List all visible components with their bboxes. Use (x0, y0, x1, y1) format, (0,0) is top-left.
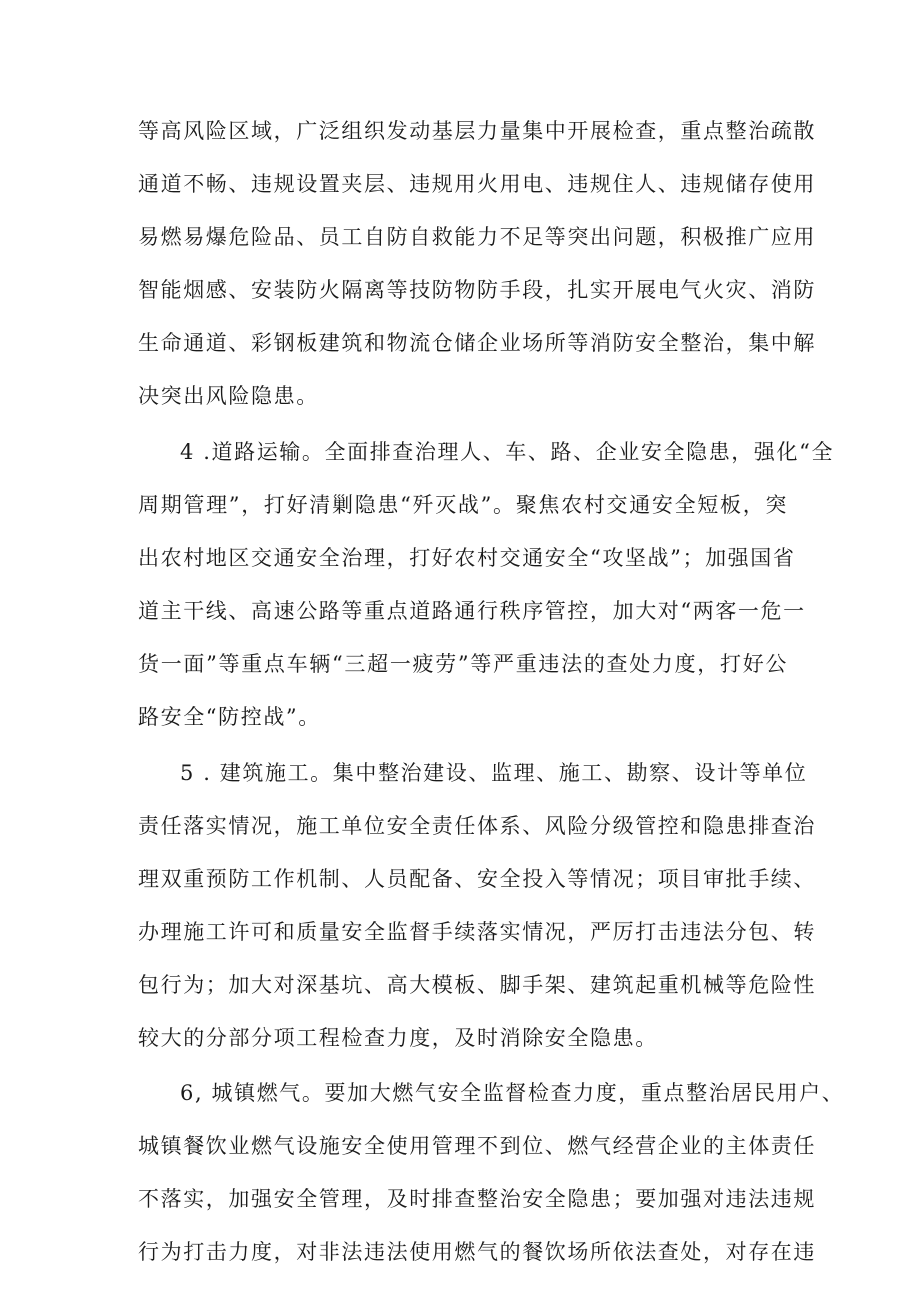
paragraph-line: 通道不畅、违规设置夹层、违规用火用电、违规住人、违规储存使用 (138, 172, 816, 196)
paragraph-line: 包行为；加大对深基坑、高大模板、脚手架、建筑起重机械等危险性 (138, 973, 816, 997)
paragraph-line: 易燃易爆危险品、员工自防自救能力不足等突出问题，积极推广应用 (138, 225, 816, 249)
paragraph-line: 5 . 建筑施工。集中整治建设、监理、施工、勘察、设计等单位 (180, 761, 808, 785)
paragraph-line: 办理施工许可和质量安全监督手续落实情况，严厉打击违法分包、转 (138, 920, 816, 944)
paragraph-line: 智能烟感、安装防火隔离等技防物防手段，扎实开展电气火灾、消防 (138, 278, 816, 302)
paragraph-line: 决突出风险隐患。 (138, 384, 319, 408)
paragraph-line: 等高风险区域，广泛组织发动基层力量集中开展检查，重点整治疏散 (138, 119, 816, 143)
paragraph-line: 理双重预防工作机制、人员配备、安全投入等情况；项目审批手续、 (138, 867, 816, 891)
paragraph-line: 行为打击力度，对非法违法使用燃气的餐饮场所依法查处，对存在违 (138, 1240, 816, 1264)
paragraph-line: 城镇餐饮业燃气设施安全使用管理不到位、燃气经营企业的主体责任 (138, 1134, 816, 1158)
paragraph-line: 出农村地区交通安全治理，打好农村交通安全“攻坚战”；加强国省 (138, 546, 796, 570)
paragraph-line: 责任落实情况，施工单位安全责任体系、风险分级管控和隐患排查治 (138, 814, 816, 838)
paragraph-line: 路安全“防控战”。 (138, 705, 321, 729)
paragraph-line: 周期管理”，打好清剿隐患“歼灭战”。聚焦农村交通安全短板，突 (138, 493, 788, 517)
paragraph-line: 生命通道、彩钢板建筑和物流仓储企业场所等消防安全整治，集中解 (138, 331, 816, 355)
paragraph-line: 道主干线、高速公路等重点道路通行秩序管控，加大对“两客一危一 (138, 599, 806, 623)
paragraph-line: 货一面”等重点车辆“三超一疲劳”等严重违法的查处力度，打好公 (138, 652, 788, 676)
paragraph-line: 6, 城镇燃气。要加大燃气安全监督检查力度，重点整治居民用户、 (180, 1081, 845, 1105)
paragraph-line: 不落实，加强安全管理，及时排查整治安全隐患；要加强对违法违规 (138, 1187, 816, 1211)
paragraph-line: 4 .道路运输。全面排查治理人、车、路、企业安全隐患，强化“全 (180, 440, 835, 464)
paragraph-line: 较大的分部分项工程检查力度，及时消除安全隐患。 (138, 1026, 658, 1050)
